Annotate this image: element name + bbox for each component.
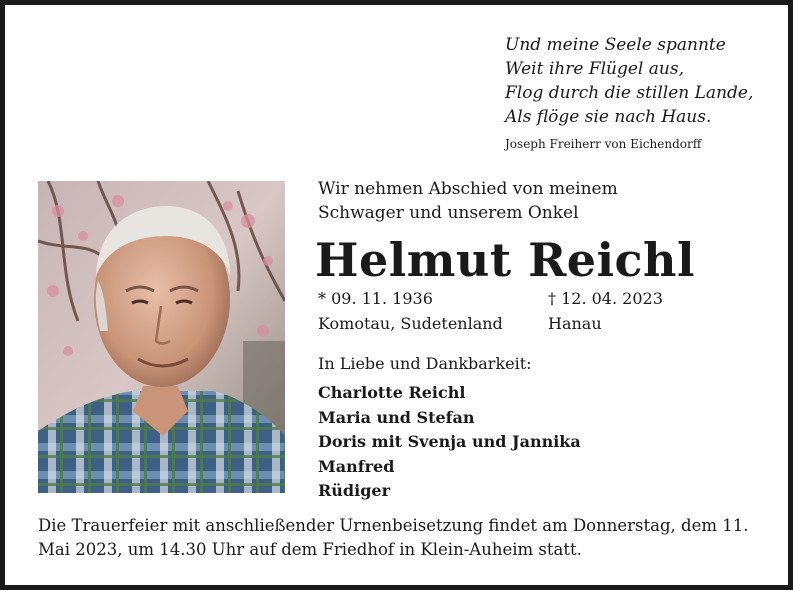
mourner-name: Maria und Stefan xyxy=(318,407,475,427)
portrait-illustration xyxy=(38,181,285,493)
mourners-list xyxy=(318,381,581,504)
death-place: Hanau xyxy=(548,314,602,333)
poem-author: Joseph Freiherr von Eichendorff xyxy=(505,137,702,151)
birth-place: Komotau, Sudetenland xyxy=(318,314,503,333)
intro-line: Schwager und unserem Onkel xyxy=(318,203,579,223)
poem-line: Und meine Seele spannte xyxy=(505,35,726,55)
mourner-name: Rüdiger xyxy=(318,481,390,500)
intro-text xyxy=(318,177,618,225)
mourner-name: Doris mit Svenja und Jannika xyxy=(318,432,581,451)
intro-line: Wir nehmen Abschied von meinem xyxy=(318,179,618,199)
poem-block xyxy=(505,33,785,151)
death-date: † 12. 04. 2023 xyxy=(548,289,663,308)
birth-date: * 09. 11. 1936 xyxy=(318,289,433,308)
poem-line: Weit ihre Flügel aus, xyxy=(505,59,684,79)
portrait-photo xyxy=(38,181,285,493)
mourners-intro: In Liebe und Dankbarkeit: xyxy=(318,354,532,373)
mourner-name: Charlotte Reichl xyxy=(318,383,466,402)
funeral-notice: Die Trauerfeier mit anschließender Urnenbeisetzung findet am Donnerstag, dem 11. Mai 2023, um 14.30 Uhr auf dem Friedhof in Klein-Auheim statt. xyxy=(38,516,749,559)
poem-line: Als flöge sie nach Haus. xyxy=(505,107,712,127)
mourner-name: Manfred xyxy=(318,456,395,476)
poem-line: Flog durch die stillen Lande, xyxy=(505,83,754,103)
deceased-name: Helmut Reichl xyxy=(315,233,695,287)
